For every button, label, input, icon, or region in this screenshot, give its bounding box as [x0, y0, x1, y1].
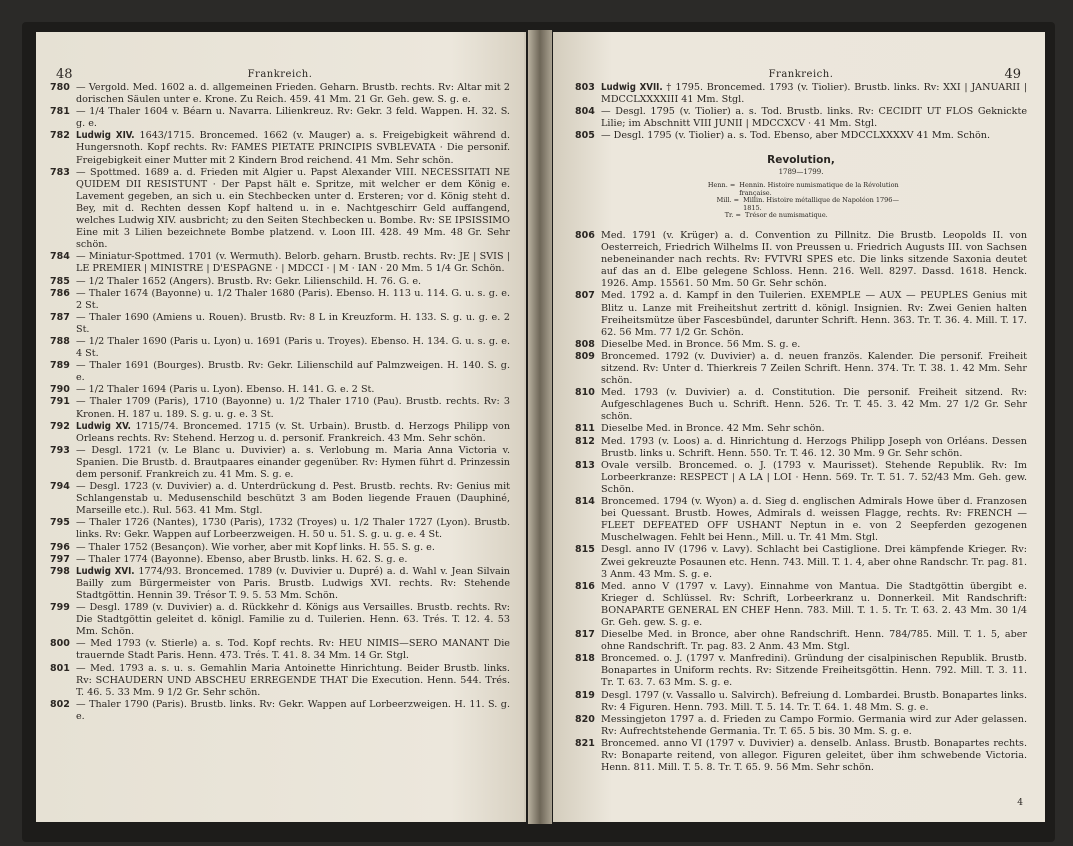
- entry-number: 780: [50, 82, 70, 93]
- entry-description: † 1795. Broncemed. 1793 (v. Tiolier). Brustb. links. Rv: XXI | JANUARII | MDCCLXXXXIII 41 Mm. Stgl.: [601, 82, 1027, 106]
- catalog-entry: [50, 517, 510, 541]
- left-entries-list: [50, 82, 510, 723]
- entry-number: 793: [50, 444, 70, 456]
- entry-text: [76, 554, 510, 566]
- entry-number: 800: [50, 638, 70, 650]
- entry-text: [601, 106, 1027, 130]
- catalog-entry: [575, 690, 1027, 714]
- entry-number: 817: [575, 629, 595, 641]
- entry-description: — Desgl. 1721 (v. Le Blanc u. Duvivier) a. s. Verlobung m. Maria Anna Victoria v. Spanien. Die Brustb. d. Brautpaares einander gegenüber. Rv: Hymen führt d. Prinzessin dem personif. Frankreich zu. 41 Mm. S. g. e.: [76, 444, 510, 480]
- entry-description: Broncemed. anno VI (1797 v. Duvivier) a. denselb. Anlass. Brustb. Bonapartes rechts. Rv: Bonaparte reitend, von allegor. Figuren geleitet, über ihm schwebende Victoria. Henn. 811. Mill. T. 5. 8. Tr. T. 65. 9. 56 Mm. Sehr schön.: [601, 737, 1027, 774]
- entry-description: — Med 1793 (v. Stierle) a. s. Tod. Kopf rechts. Rv: HEU NIMIS—SERO MANANT Die trauernde Stadt Paris. Henn. 473. Trés. T. 41. 8. 34 Mm. 14 Gr. Stgl.: [76, 638, 510, 662]
- entry-number: 813: [575, 459, 595, 471]
- catalog-entry: [50, 481, 510, 517]
- entry-description: — 1/2 Thaler 1694 (Paris u. Lyon). Ebenso. H. 141. G. e. 2 St.: [76, 384, 375, 396]
- entry-number: 804: [575, 106, 595, 118]
- entry-number: 816: [575, 580, 595, 592]
- catalog-entry: [575, 436, 1027, 460]
- ruler-name: Ludwig XVII.: [601, 82, 667, 93]
- catalog-entry: [50, 167, 510, 252]
- catalog-entry: [50, 336, 510, 360]
- entry-text: [76, 445, 510, 481]
- entry-number: 814: [575, 496, 595, 508]
- entry-number: 818: [575, 653, 595, 665]
- entry-description: Ovale versilb. Broncemed. o. J. (1793 v. Maurisset). Stehende Republik. Rv: Im Lorbeerkranze: RESPECT | A LA | LOI · Henn. 569. Tr. T. 51. 7. 52/43 Mm. Geh. gew. Schön.: [601, 459, 1027, 495]
- entry-description: — Thaler 1674 (Bayonne) u. 1/2 Thaler 1680 (Paris). Ebenso. H. 113 u. 114. G. u. s. g. e. 2 St.: [76, 287, 510, 311]
- right-page-header: [575, 38, 1027, 82]
- entry-number: 802: [50, 698, 70, 710]
- entry-number: 787: [50, 311, 70, 323]
- abbreviation-value: Hennin. Histoire numismatique de la Révolution française.: [739, 181, 899, 197]
- entry-text: [601, 690, 1027, 714]
- catalog-entry: [50, 602, 510, 638]
- entry-text: [76, 699, 510, 723]
- catalog-entry: [575, 106, 1027, 130]
- entry-text: [601, 423, 1027, 435]
- entry-text: [601, 351, 1027, 387]
- catalog-entry: [50, 288, 510, 312]
- entry-number: 809: [575, 350, 595, 362]
- entry-number: 806: [575, 229, 595, 241]
- entry-text: [76, 663, 510, 699]
- entry-number: 792: [50, 420, 70, 432]
- catalog-entry: [50, 396, 510, 420]
- entry-description: Broncemed. o. J. (1797 v. Manfredini). Gründung der cisalpinischen Republik. Brustb. Bonapartes in Uniform rechts. Rv: Sitzende Freiheitsgöttin. Henn. 792. Mill. T. 3. 11. Tr. T. 63. 7. 63 Mm. S. g. e.: [601, 653, 1027, 689]
- entry-description: — Thaler 1726 (Nantes), 1730 (Paris), 1732 (Troyes) u. 1/2 Thaler 1727 (Lyon). Brustb. links. Rv: Gekr. Wappen auf Lorbeerzweigen. H. 50 u. 51. S. g. u. g. e. 4 St.: [76, 517, 510, 541]
- ruler-name: Ludwig XVI.: [76, 565, 139, 577]
- entry-text: [601, 738, 1027, 774]
- book-spread: [22, 22, 1055, 842]
- entry-description: — Thaler 1709 (Paris), 1710 (Bayonne) u. 1/2 Thaler 1710 (Pau). Brustb. rechts. Rv: 3 Kronen. H. 187 u. 189. S. g. u. g. e. 3 St.: [76, 396, 510, 420]
- left-page: [36, 32, 526, 822]
- right-page-number: 49: [1004, 67, 1021, 82]
- entry-number: 819: [575, 689, 595, 701]
- book-gutter: [528, 30, 552, 824]
- entry-text: [601, 653, 1027, 689]
- entry-description: — Miniatur-Spottmed. 1701 (v. Wermuth). Belorb. geharn. Brustb. rechts. Rv: JE | SVIS | LE PREMIER | MINISTRE | D'ESPAGNE · | MDCCI · | M · IAN · 20 Mm. 5 1/4 Gr. Schön.: [76, 251, 510, 275]
- entry-number: 783: [50, 166, 70, 178]
- entry-text: [76, 396, 510, 420]
- catalog-entry: [50, 542, 510, 554]
- entry-description: Med. 1791 (v. Krüger) a. d. Convention zu Pillnitz. Die Brustb. Leopolds II. von Oesterreich, Friedrich Wilhelms II. von Preussen u. Friedrich Augusts III. von Sachsen nebeneinander nach rechts. Rv: FVTVRI SPES etc. Die links sitzende Saxonia deutet auf das an d. Elbe gelegene Schloss. Henn. 216. Well. 8297. Dassd. 1618. Henck. 1926. Amp. 15561. 50 Mm. 50 Gr. Sehr schön.: [601, 229, 1027, 290]
- entry-number: 811: [575, 423, 595, 435]
- entry-number: 781: [50, 106, 70, 118]
- entry-description: — Thaler 1774 (Bayonne). Ebenso, aber Brustb. links. H. 62. S. g. e.: [76, 553, 408, 565]
- entry-number: 805: [575, 130, 595, 142]
- ruler-name: Ludwig XV.: [76, 420, 136, 432]
- entry-number: 796: [50, 541, 70, 553]
- entry-number: 810: [575, 387, 595, 399]
- catalog-entry: [50, 421, 510, 445]
- entry-text: [76, 638, 510, 662]
- entry-description: Dieselbe Med. in Bronce, aber ohne Randschrift. Henn. 784/785. Mill. T. 1. 5, aber ohne Randschrift. Tr. pag. 83. 2 Anm. 43 Mm. Stgl.: [601, 629, 1027, 653]
- entry-description: Dieselbe Med. in Bronce. 42 Mm. Sehr schön.: [601, 423, 825, 435]
- entry-number: 785: [50, 275, 70, 287]
- entry-text: [76, 602, 510, 638]
- entry-text: [76, 517, 510, 541]
- entry-number: 803: [575, 82, 595, 93]
- entry-description: — Desgl. 1723 (v. Duvivier) a. d. Unterdrückung d. Pest. Brustb. rechts. Rv: Genius mit Schlangenstab u. Medusenschild beschützt 3 am Boden liegende Frauen (Dauphiné, Marseille etc.). Rul. 563. 41 Mm. Stgl.: [76, 481, 510, 517]
- ruler-name: Ludwig XIV.: [76, 130, 140, 142]
- entry-description: — Desgl. 1795 (v. Tiolier) a. s. Tod. Ebenso, aber MDCCLXXXXV 41 Mm. Schön.: [601, 130, 991, 142]
- catalog-entry: [50, 445, 510, 481]
- abbreviation-value: Trésor de numismatique.: [745, 211, 828, 220]
- entry-description: 1715/74. Broncemed. 1715 (v. St. Urbain). Brustb. d. Herzogs Philipp von Orleans rechts. Rv: Stehend. Herzog u. d. personif. Frankreich. 43 Mm. Sehr schön.: [76, 420, 510, 444]
- entry-text: [76, 336, 510, 360]
- entry-description: — Desgl. 1789 (v. Duvivier) a. d. Rückkehr d. Königs aus Versailles. Brustb. rechts. Rv: Die Stadtgöttin geleitet d. königl. Familie zu d. Tuilerien. Henn. 63. Trés. T. 12. 4. 53 Mm. Schön.: [76, 602, 510, 638]
- entry-text: [76, 312, 510, 336]
- catalog-entry: [575, 339, 1027, 351]
- catalog-entry: [50, 360, 510, 384]
- entry-text: [76, 130, 510, 166]
- entry-number: 798: [50, 565, 70, 577]
- abbreviation-row: [691, 197, 911, 212]
- catalog-entry: [50, 566, 510, 602]
- catalog-entry: [575, 629, 1027, 653]
- entry-description: Med. 1793 (v. Loos) a. d. Hinrichtung d. Herzogs Philipp Joseph von Orléans. Dessen Brustb. links u. Schrift. Henn. 550. Tr. T. 46. 12. 30 Mm. 9 Gr. Sehr schön.: [601, 435, 1027, 459]
- entry-number: 815: [575, 544, 595, 556]
- entry-description: — Med. 1793 a. s. u. s. Gemahlin Maria Antoinette Hinrichtung. Beider Brustb. links. Rv: SCHAUDERN UND ABSCHEU ERREGENDE THAT Die Execution. Henn. 544. Trés. T. 46. 5. 33 Mm. 9 1/2 Gr. Sehr schön.: [76, 662, 510, 698]
- entry-text: [601, 629, 1027, 653]
- entry-number: 782: [50, 130, 70, 142]
- entry-text: [76, 384, 510, 396]
- entry-description: — 1/2 Thaler 1690 (Paris u. Lyon) u. 1691 (Paris u. Troyes). Ebenso. H. 134. G. u. s. g. e. 4 St.: [76, 335, 510, 360]
- entry-number: 791: [50, 396, 70, 408]
- abbreviation-list: [691, 182, 911, 220]
- catalog-entry: [575, 130, 1027, 142]
- entry-text: [601, 82, 1027, 106]
- entry-description: Messingjeton 1797 a. d. Frieden zu Campo Formio. Germania wird zur Ader gelassen. Rv: Aufrechtstehende Germania. Tr. T. 65. 5 bis. 30 Mm. S. g. e.: [601, 713, 1027, 737]
- entry-description: Desgl. anno IV (1796 v. Lavy). Schlacht bei Castiglione. Drei kämpfende Krieger. Rv: Zwei gekreuzte Posaunen etc. Henn. 743. Mill. T. 1. 4, aber ohne Randschr. Tr. pag. 81. 3 Anm. 43 Mm. S. g. e.: [601, 544, 1027, 580]
- entry-description: 1643/1715. Broncemed. 1662 (v. Mauger) a. s. Freigebigkeit während d. Hungersnoth. Kopf rechts. Rv: FAMES PIETATE PRINCIPIS SVBLEVATA · Die personif. Freigebigkeit einer Mutter mit 2 Kindern Brod reichend. 41 Mm. Sehr schön.: [76, 130, 510, 166]
- entry-description: Broncemed. 1794 (v. Wyon) a. d. Sieg d. englischen Admirals Howe über d. Franzosen bei Quessant. Brustb. Howes, Admirals d. weissen Flagge, rechts. Rv: FRENCH —FLEET DEFEATED OFF USHANT Neptun in e. von 2 Seepferden gezogenen Muschelwagen. Fehlt bei Henn., Mill. u. Tr. 41 Mm. Stgl.: [601, 496, 1027, 544]
- section-heading: [575, 154, 1027, 176]
- entry-number: 788: [50, 335, 70, 347]
- abbreviation-row: [691, 182, 911, 197]
- left-running-head: Frankreich.: [247, 69, 313, 80]
- entry-description: — Thaler 1691 (Bourges). Brustb. Rv: Gekr. Lilienschild auf Palmzweigen. H. 140. S. g. e.: [76, 360, 510, 384]
- catalog-entry: [50, 638, 510, 662]
- catalog-entry: [50, 554, 510, 566]
- catalog-entry: [575, 290, 1027, 338]
- entry-text: [76, 421, 510, 445]
- catalog-entry: [50, 276, 510, 288]
- entry-description: — Spottmed. 1689 a. d. Frieden mit Algier u. Papst Alexander VIII. NECESSITATI NE QUIDEM DII RESISTUNT · Der Papst hält e. Spritze, mit welcher er dem König e. Lavement gegeben, an sich u. ein Stechbecken unter d. Ersteren; vor d. König steht d. Bey, mit d. Rechten dessen Kopf haltend u. in e. Nachtgeschirr Geld auffangend, welches Ludwig XIV. ausbricht; zu den Seiten Stechbecken u. Bombe. Rv: SE IPSISSIMO Eine mit 3 Lilien bezeichnete Bombe platzend. v. Loon III. 428. 49 Mm. 48 Gr. Sehr schön.: [76, 166, 510, 251]
- section-years: 1789—1799.: [778, 168, 824, 177]
- entry-description: — 1/4 Thaler 1604 v. Béarn u. Navarra. Lilienkreuz. Rv: Gekr. 3 feld. Wappen. H. 32. S. g. e.: [76, 106, 510, 130]
- catalog-entry: [575, 544, 1027, 580]
- catalog-entry: [50, 106, 510, 130]
- entry-text: [76, 566, 510, 602]
- catalog-entry: [575, 387, 1027, 423]
- entry-number: 786: [50, 287, 70, 299]
- catalog-entry: [50, 663, 510, 699]
- entry-description: — 1/2 Thaler 1652 (Angers). Brustb. Rv: Gekr. Lilienschild. H. 76. G. e.: [76, 275, 422, 287]
- right-entries-top-list: [575, 82, 1027, 142]
- entry-description: — Thaler 1690 (Amiens u. Rouen). Brustb. Rv: 8 L in Kreuzform. H. 133. S. g. u. g. e. 2 St.: [76, 311, 510, 335]
- right-entries-bottom-list: [575, 230, 1027, 774]
- entry-description: Broncemed. 1792 (v. Duvivier) a. d. neuen französ. Kalender. Die personif. Freiheit sitzend. Rv: Unter d. Thierkreis 7 Zeilen Schrift. Henn. 374. Tr. T. 38. 1. 42 Mm. Sehr schön.: [601, 350, 1027, 387]
- catalog-entry: [50, 130, 510, 166]
- catalog-entry: [50, 699, 510, 723]
- catalog-entry: [50, 312, 510, 336]
- entry-text: [76, 82, 510, 106]
- entry-text: [76, 106, 510, 130]
- catalog-entry: [575, 581, 1027, 629]
- entry-text: [601, 581, 1027, 629]
- entry-description: Med. anno V (1797 v. Lavy). Einnahme von Mantua. Die Stadtgöttin übergibt e. Krieger d. Schlüssel. Rv: Schrift, Lorbeerkranz u. Donnerkeil. Mit Randschrift: BONAPARTE GENERAL EN CHEF Henn. 783. Mill. T. 1. 5. Tr. T. 63. 2. 43 Mm. 30 1/4 Gr. Geh. gew. S. g. e.: [601, 580, 1027, 628]
- catalog-entry: [575, 230, 1027, 290]
- entry-number: 797: [50, 553, 70, 565]
- catalog-entry: [575, 738, 1027, 774]
- entry-number: 795: [50, 517, 70, 529]
- entry-text: [601, 230, 1027, 290]
- catalog-entry: [575, 496, 1027, 544]
- catalog-entry: [50, 251, 510, 275]
- entry-number: 790: [50, 384, 70, 396]
- abbreviation-key: Tr. =: [724, 211, 741, 220]
- entry-description: 1774/93. Broncemed. 1789 (v. Duvivier u. Dupré) a. d. Wahl v. Jean Silvain Bailly zum Bürgermeister von Paris. Brustb. Ludwigs XVI. rechts. Rv: Stehende Stadtgöttin. Hennin 39. Trésor T. 9. 5. 53 Mm. Schön.: [76, 565, 510, 601]
- entry-text: [601, 130, 1027, 142]
- entry-text: [601, 544, 1027, 580]
- catalog-entry: [575, 423, 1027, 435]
- entry-text: [601, 496, 1027, 544]
- abbreviation-value: Millin. Histoire métallique de Napoléon 1796—1815.: [743, 196, 899, 212]
- right-page: [553, 32, 1045, 822]
- entry-description: Med. 1792 a. d. Kampf in den Tuilerien. EXEMPLE — AUX — PEUPLES Genius mit Blitz u. Lanze mit Freiheitshut zertritt d. königl. Insignien. Rv: Zwei Genien halten Freiheitsmütze über Fascesbündel, darunter Schrift. Henn. 363. Tr. T. 36. 4. Mill. T. 17. 62. 56 Mm. 77 1/2 Gr. Schön.: [601, 290, 1027, 338]
- entry-text: [601, 290, 1027, 338]
- entry-number: 821: [575, 737, 595, 749]
- entry-text: [76, 288, 510, 312]
- catalog-entry: [575, 460, 1027, 496]
- entry-text: [601, 460, 1027, 496]
- entry-description: Dieselbe Med. in Bronce. 56 Mm. S. g. e.: [601, 338, 801, 350]
- entry-number: 812: [575, 435, 595, 447]
- entry-text: [76, 481, 510, 517]
- entry-text: [601, 714, 1027, 738]
- section-title: Revolution,: [767, 154, 835, 167]
- entry-number: 794: [50, 481, 70, 493]
- entry-description: — Desgl. 1795 (v. Tiolier) a. s. Tod. Brustb. links. Rv: CECIDIT UT FLOS Geknickte Lilie; im Abschnitt VIII JUNII | MDCCXCV · 41 Mm. Stgl.: [601, 106, 1027, 130]
- entry-text: [76, 276, 510, 288]
- abbreviation-key: Henn. =: [707, 181, 736, 190]
- entry-number: 801: [50, 662, 70, 674]
- entry-number: 808: [575, 338, 595, 350]
- entry-description: Med. 1793 (v. Duvivier) a. d. Constitution. Die personif. Freiheit sitzend. Rv: Aufgeschlagenes Buch u. Schrift. Henn. 526. Tr. T. 45. 3. 42 Mm. 27 1/2 Gr. Sehr schön.: [601, 387, 1027, 423]
- entry-number: 820: [575, 713, 595, 725]
- entry-text: [76, 360, 510, 384]
- right-running-head: Frankreich.: [768, 69, 834, 80]
- abbreviation-row: [691, 212, 911, 220]
- entry-number: 799: [50, 602, 70, 614]
- left-page-header: [50, 38, 510, 82]
- entry-text: [76, 167, 510, 252]
- entry-description: Desgl. 1797 (v. Vassallo u. Salvirch). Befreiung d. Lombardei. Brustb. Bonapartes links. Rv: 4 Figuren. Henn. 793. Mill. T. 5. 14. Tr. T. 64. 1. 48 Mm. S. g. e.: [601, 689, 1027, 713]
- catalog-entry: [575, 351, 1027, 387]
- catalog-entry: [575, 714, 1027, 738]
- signature-mark: 4: [1017, 798, 1023, 808]
- entry-text: [601, 387, 1027, 423]
- entry-text: [76, 542, 510, 554]
- entry-number: 784: [50, 251, 70, 263]
- entry-description: — Vergold. Med. 1602 a. d. allgemeinen Frieden. Geharn. Brustb. rechts. Rv: Altar mit 2 dorischen Säulen unter e. Krone. Zu Reich. 459. 41 Mm. 21 Gr. Geh. gew. S. g. e.: [76, 82, 510, 106]
- entry-text: [601, 436, 1027, 460]
- entry-number: 789: [50, 360, 70, 372]
- left-page-number: 48: [56, 67, 73, 82]
- entry-number: 807: [575, 290, 595, 302]
- entry-text: [601, 339, 1027, 351]
- catalog-entry: [575, 82, 1027, 106]
- catalog-entry: [50, 82, 510, 106]
- catalog-entry: [575, 653, 1027, 689]
- entry-text: [76, 251, 510, 275]
- entry-description: — Thaler 1752 (Besançon). Wie vorher, aber mit Kopf links. H. 55. S. g. e.: [76, 541, 435, 553]
- abbreviation-key: Mill. =: [716, 196, 740, 205]
- catalog-entry: [50, 384, 510, 396]
- entry-description: — Thaler 1790 (Paris). Brustb. links. Rv: Gekr. Wappen auf Lorbeerzweigen. H. 11. S. g. e.: [76, 698, 510, 722]
